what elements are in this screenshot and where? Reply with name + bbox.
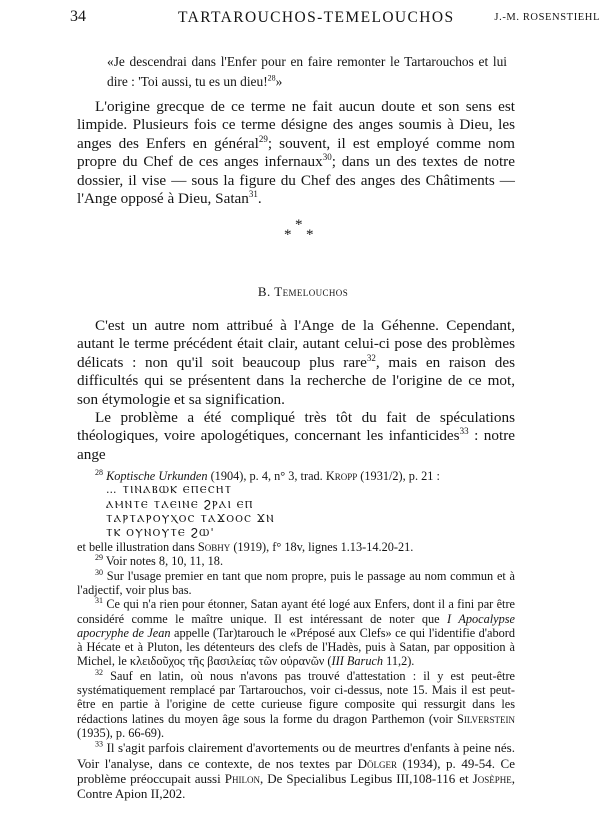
quote-close: » bbox=[275, 74, 283, 89]
para3-text-2: : notre ange bbox=[77, 427, 515, 463]
footnote-text: Sauf en latin, où nous n'avons pas trouvé d'attestation : il y est peut-être systématiquement remplacé par Tartarouchos, voir ci-dessus, note 15. Mais il est peut-être en partie à l'origine de cette curieuse figure composite qui ressurgit dans les rédactions latines du moyen âge sous la forme du dragon Parthemon (voir bbox=[77, 668, 515, 726]
note-ref-28[interactable]: 28 bbox=[267, 73, 276, 83]
footnote-number: 33 bbox=[95, 739, 103, 749]
note-ref-30[interactable]: 30 bbox=[322, 152, 332, 163]
asterisk-right: * bbox=[306, 227, 314, 243]
footnote-number: 32 bbox=[95, 667, 103, 677]
cited-author: Sobhy bbox=[197, 540, 231, 555]
footnote-text: appelle (Tar)tarouch le «Préposé aux Clefs» ce qui l'identifie d'abord à Hécate et à Pluton, les détenteurs des clefs de l'Hadès, puis à Satan, par opposition à Michel, le κλειδοῦχος τῆς βασιλείας τῶν οὐρανῶν ( bbox=[77, 625, 515, 669]
cited-author: Josèphe bbox=[472, 771, 512, 787]
coptic-quotation bbox=[77, 483, 515, 540]
footnote-text: (1935), p. 66-69). bbox=[77, 725, 165, 740]
note-ref-31[interactable]: 31 bbox=[248, 188, 258, 199]
block-quote bbox=[107, 52, 507, 92]
section-letter: B. bbox=[257, 284, 271, 299]
footnotes bbox=[77, 469, 515, 802]
cited-author: Silverstein bbox=[456, 711, 515, 726]
footnote-number: 29 bbox=[95, 553, 103, 563]
footnote-28 bbox=[77, 469, 515, 483]
para2-text-1: C'est un autre nom attribué à l'Ange de la Géhenne. Cependant, autant le terme précédent était clair, autant celui-ci pose des problèmes délicats : non qu'il soit beaucoup plus rare bbox=[77, 317, 515, 371]
asterisk-top: * bbox=[295, 217, 303, 233]
section-heading bbox=[0, 284, 606, 300]
footnote-number: 30 bbox=[95, 567, 103, 577]
footnote-text: Voir notes 8, 10, 11, 18. bbox=[105, 554, 224, 569]
footnote-text: Ce qui n'a rien pour étonner, Satan ayant été logé aux Enfers, dont il a fini par être considéré comme le maître unique. Il est intéressant de noter que bbox=[77, 597, 515, 626]
cited-author: Dölger bbox=[357, 755, 397, 771]
footnote-30 bbox=[77, 569, 515, 598]
cited-author: Kropp bbox=[325, 469, 358, 483]
footnote-text: , Contre Apion II,202. bbox=[77, 771, 515, 802]
section-title: Temelouchos bbox=[274, 284, 349, 299]
footnote-33 bbox=[77, 740, 515, 802]
footnote-text: 11,2). bbox=[383, 654, 415, 669]
quote-text bbox=[107, 52, 507, 92]
footnote-text: (1904), p. 4, n° 3, trad. bbox=[207, 469, 326, 483]
footnote-29 bbox=[77, 554, 515, 568]
footnote-number: 31 bbox=[95, 596, 103, 606]
paragraph-temelouchos bbox=[77, 317, 515, 464]
running-author: J.-M. ROSENSTIEHL bbox=[494, 12, 600, 23]
footnote-32 bbox=[77, 669, 515, 740]
page-header bbox=[70, 6, 600, 28]
footnote-text: Il s'agit parfois clairement d'avortements ou de meurtres d'enfants à peine nés. Voir l'analyse, dans ce contexte, de nos textes par bbox=[77, 740, 515, 771]
para2 bbox=[77, 317, 515, 409]
asterism-separator bbox=[282, 218, 318, 242]
footnote-text: Sur l'usage premier en tant que nom propre, puis le passage au nom commun et à l'adjectif, voir plus bas. bbox=[77, 568, 516, 597]
para3 bbox=[77, 409, 515, 464]
footnote-text: , De Specialibus Legibus III,108-116 et bbox=[259, 771, 473, 787]
para2-text-2: , mais en raison des difficultés qui se présentent dans la recherche de l'origine de ce mot, son étymologie et sa signification. bbox=[77, 353, 515, 408]
note-ref-33[interactable]: 33 bbox=[459, 426, 469, 437]
note-ref-29[interactable]: 29 bbox=[258, 133, 268, 144]
quote-text-part: «Je descendrai dans l'Enfer pour en faire remonter le Tartarouchos et lui dire : 'Toi aussi, tu es un dieu! bbox=[107, 54, 507, 89]
page-number: 34 bbox=[70, 8, 86, 25]
cited-title: III Baruch bbox=[331, 654, 384, 669]
cited-author: Philon bbox=[224, 771, 260, 787]
footnote-text: (1919), f° 18v, lignes 1.13-14.20-21. bbox=[230, 540, 414, 555]
para1-text-2: ; souvent, il est employé comme nom propre du Chef de ces anges infernaux bbox=[77, 134, 515, 171]
para1-text-3: ; dans un des textes de notre dossier, il vise — sous la figure du Chef des anges des Châtiments — l'Ange opposé à Dieu, Satan bbox=[77, 153, 515, 208]
coptic-line: ⲦⲔ ⲞⲨⲚⲞⲨⲦⲈ ϨⲰ' bbox=[106, 526, 215, 539]
footnote-31 bbox=[77, 597, 515, 668]
footnote-text: (1931/2), p. 21 : bbox=[357, 469, 440, 483]
footnote-28-continued bbox=[77, 540, 515, 554]
paragraph-origin bbox=[77, 98, 515, 208]
cited-title: I Apocalypse apocryphe de Jean bbox=[77, 611, 515, 640]
para1-text-1: L'origine grecque de ce terme ne fait aucun doute et son sens est limpide. Plusieurs fois ce terme désigne des anges soumis à Dieu, les anges des Enfers en général bbox=[77, 98, 515, 152]
asterisk-left: * bbox=[284, 227, 292, 243]
footnote-text: et belle illustration dans bbox=[77, 540, 198, 555]
footnote-number: 28 bbox=[95, 467, 103, 477]
cited-title: Koptische Urkunden bbox=[106, 469, 208, 483]
para1-text-4: . bbox=[257, 190, 262, 208]
footnote-text: (1934), p. 49-54. Ce problème préoccupait aussi bbox=[77, 755, 515, 787]
note-ref-32[interactable]: 32 bbox=[366, 352, 376, 363]
coptic-line: ⲦⲀⲢⲦⲀⲢⲞⲨⲬⲞⲤ ⲦⲀϪⲞⲞⲤ ϪⲚ bbox=[106, 512, 275, 525]
coptic-line: ⲀⲘⲚⲦⲈ ⲦⲀⲈⲒⲚⲈ ϨⲢⲀⲒ ⲈⲠ bbox=[106, 498, 254, 511]
coptic-line: … ⲦⲒⲚⲀⲂⲰⲔ ⲈⲠⲈⲤⲎⲦ bbox=[106, 484, 233, 497]
running-title: TARTAROUCHOS-TEMELOUCHOS bbox=[178, 9, 455, 26]
para3-text-1: Le problème a été compliqué très tôt du fait de spéculations théologiques, voire apologétiques, concernant les infanticides bbox=[77, 409, 515, 445]
